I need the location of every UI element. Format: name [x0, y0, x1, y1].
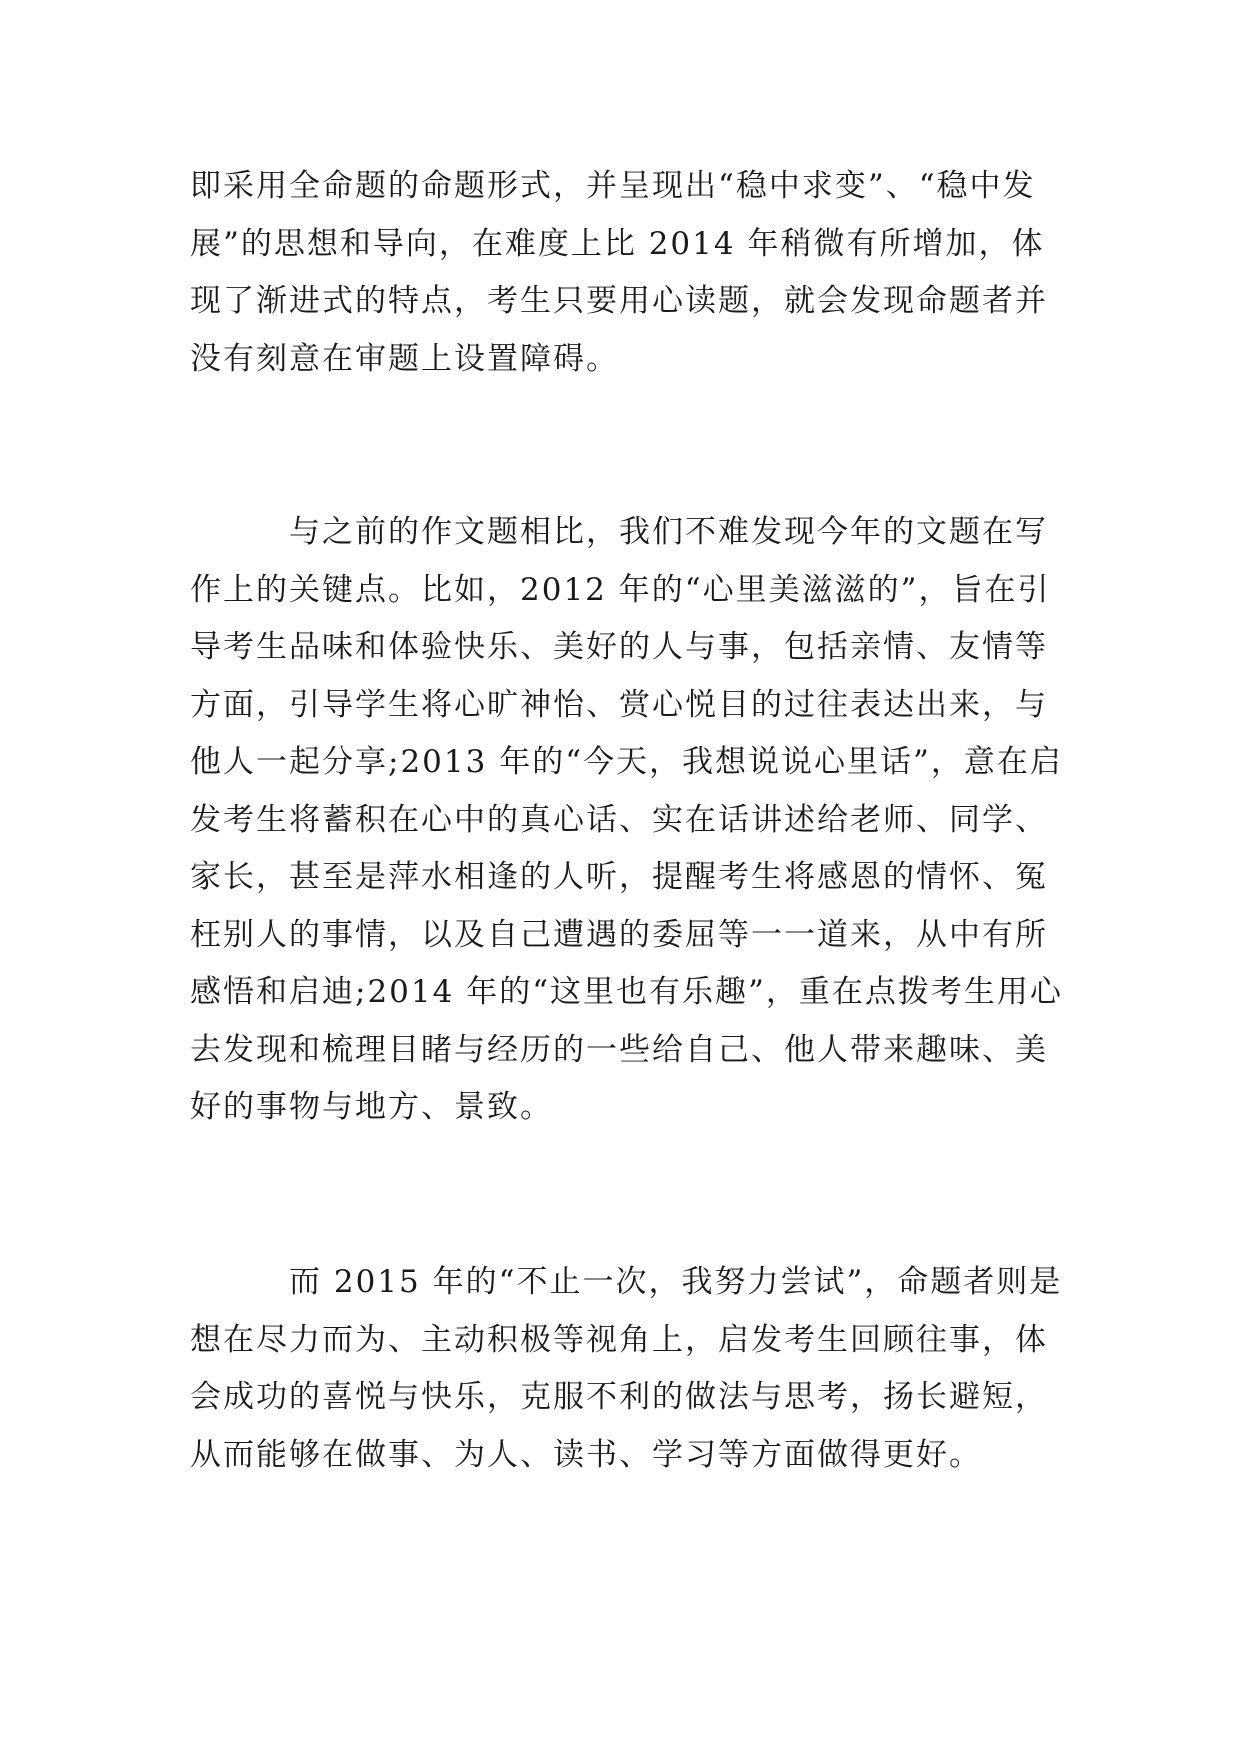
text-line: 发考生将蓄积在心中的真心话、实在话讲述给老师、同学、 — [190, 801, 1048, 838]
text-line: 去发现和梳理目睹与经历的一些给自己、他人带来趣味、美 — [190, 1031, 1048, 1068]
text-line: 作上的关键点。比如，2012 年的“心里美滋滋的”，旨在引 — [190, 571, 1051, 608]
text-line: 想在尽力而为、主动积极等视角上，启发考生回顾往事，体 — [190, 1321, 1048, 1358]
text-line: 家长，甚至是萍水相逢的人听，提醒考生将感恩的情怀、冤 — [190, 859, 1048, 895]
paragraph-1 — [190, 158, 1060, 388]
text-line: 感悟和启迪;2014 年的“这里也有乐趣”，重在点拨考生用心 — [190, 974, 1063, 1010]
text-line: 而 2015 年的“不止一次，我努力尝试”，命题者则是 — [190, 1264, 1063, 1300]
text-line: 即采用全命题的命题形式，并呈现出“稳中求变”、“稳中发 — [190, 168, 1036, 204]
paragraph-3 — [190, 1254, 1063, 1484]
text-line: 枉别人的事情，以及自己遭遇的委屈等一一道来，从中有所 — [190, 916, 1048, 953]
text-line: 会成功的喜悦与快乐，克服不利的做法与思考，扬长避短， — [190, 1379, 1048, 1415]
text-line: 导考生品味和体验快乐、美好的人与事，包括亲情、友情等 — [190, 629, 1048, 665]
text-line: 好的事物与地方、景致。 — [190, 1089, 553, 1125]
text-line: 展”的思想和导向，在难度上比 2014 年稍微有所增加，体 — [190, 225, 1045, 262]
text-line: 方面，引导学生将心旷神怡、赏心悦目的过往表达出来，与 — [190, 686, 1048, 723]
paragraph-2 — [190, 504, 1063, 1137]
text-line: 他人一起分享;2013 年的“今天，我想说说心里话”，意在启 — [190, 744, 1063, 780]
text-line: 从而能够在做事、为人、读书、学习等方面做得更好。 — [190, 1436, 982, 1473]
text-line: 没有刻意在审题上设置障碍。 — [190, 340, 619, 377]
text-line: 现了渐进式的特点，考生只要用心读题，就会发现命题者并 — [190, 283, 1048, 319]
text-line: 与之前的作文题相比，我们不难发现今年的文题在写 — [190, 514, 1048, 550]
